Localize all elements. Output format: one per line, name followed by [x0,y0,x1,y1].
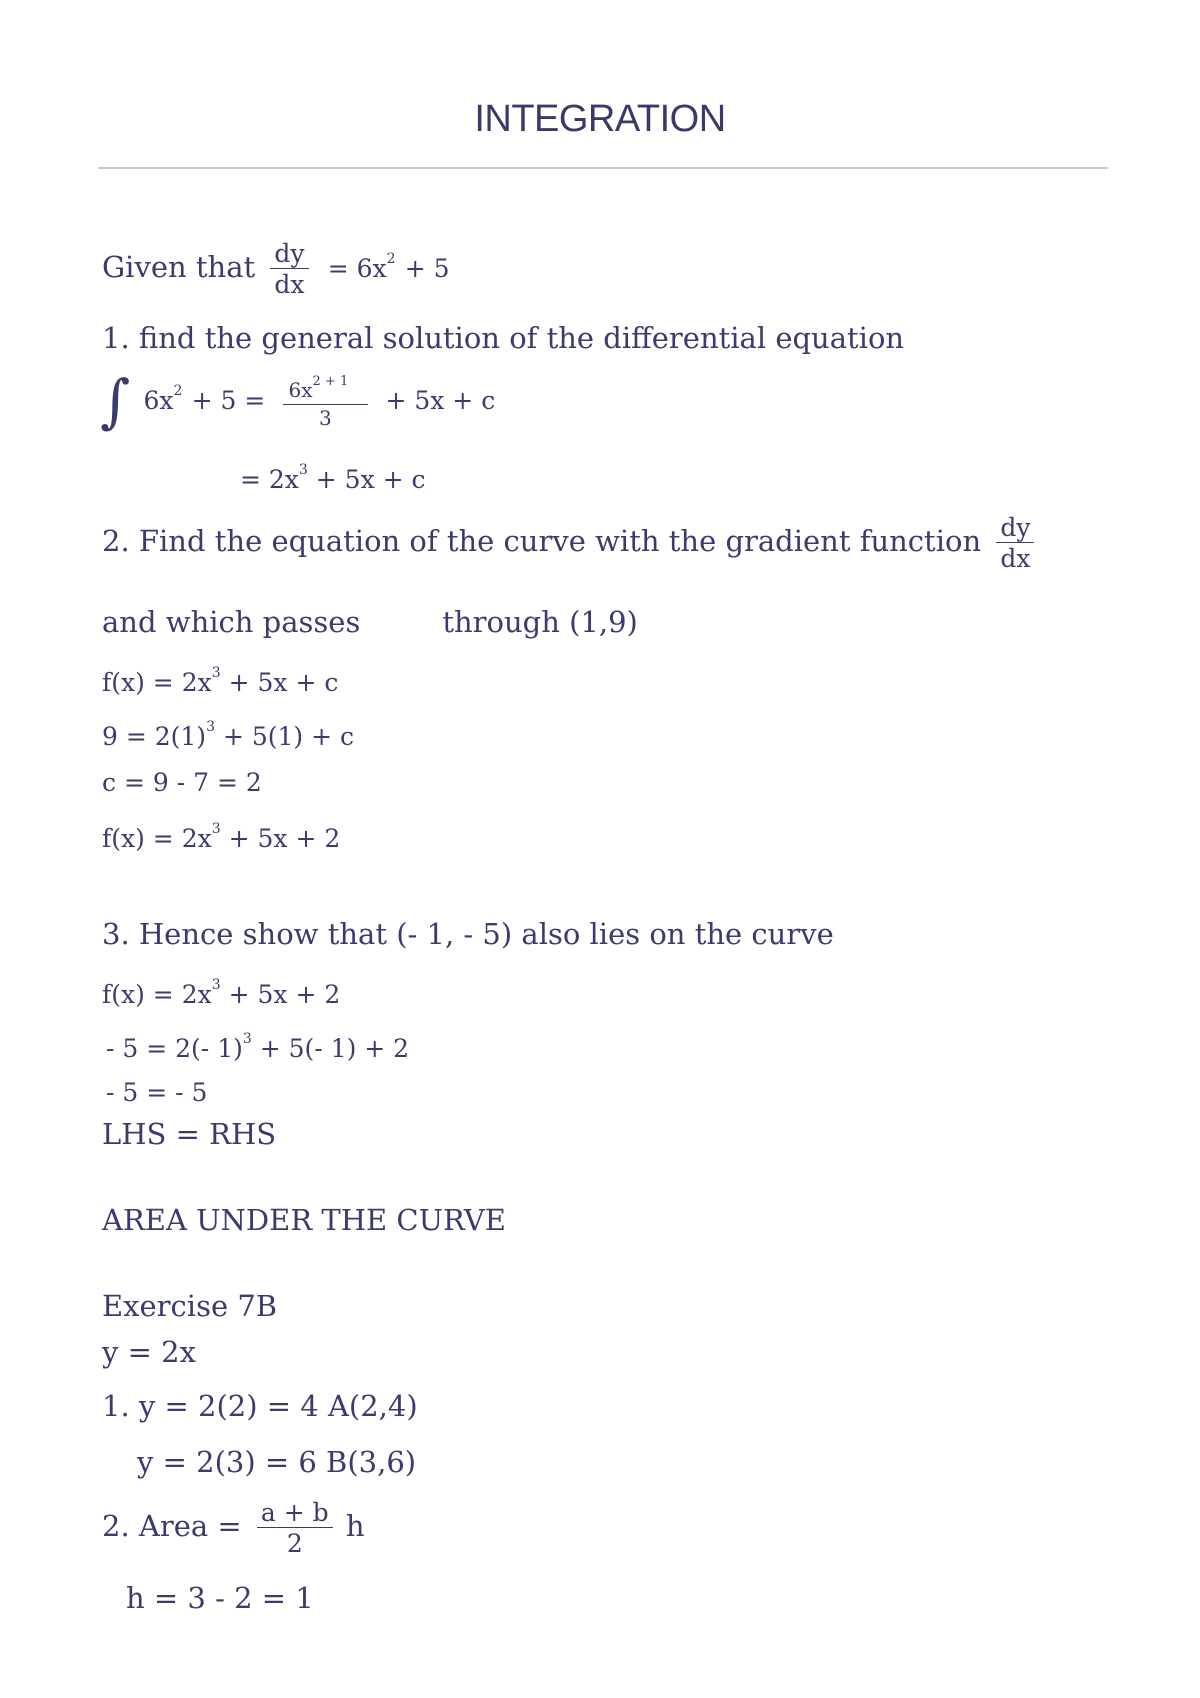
line-equation: y = 2x [102,1335,196,1369]
integral-result: = $2x^3 + 5x + c$ [240,462,426,494]
question-2-continued: and which passes through (1,9) [102,605,638,639]
q2-step-1: $f(x) = 2x^3 + 5x + c$ [102,665,339,697]
q2-step-2: $9 = 2(1)^3 + 5(1) + c$ [102,719,355,751]
area-fraction: $\frac{a + b}{2}$ [257,1500,333,1556]
exercise-label: Exercise 7B [102,1289,278,1323]
title-divider [98,167,1108,169]
gradient-fraction: $\frac{dy}{dx}$ [996,515,1034,571]
q3-step-3: - 5 = - 5 [106,1078,208,1107]
integral-line: ∫ $6x^2 + 5$ = $\frac{6x^{2 + 1}}{3}$ + 5x + c [100,367,496,435]
given-text: Given that [102,250,256,284]
question-3: 3. Hence show that (- 1, - 5) also lies on the curve [102,917,834,951]
q3-step-2: - 5 = 2(- 1)$^3$ + 5(- 1) + 2 [106,1031,410,1063]
q3-step-1: $f(x) = 2x^3 + 5x + 2$ [102,977,341,1009]
q2-step-3: c = 9 - 7 = 2 [102,768,262,797]
area-step-2: 2. Area = $\frac{a + b}{2}$ h [102,1498,365,1558]
section-heading: AREA UNDER THE CURVE [102,1203,506,1237]
q2-step-4: $f(x) = 2x^3 + 5x + 2$ [102,821,341,853]
question-2: 2. Find the equation of the curve with the gradient function $\frac{dy}{dx}$ [102,515,1034,571]
dydx-fraction: $\frac{dy}{dx}$ [270,241,308,297]
area-step-3: h = 3 - 2 = 1 [126,1581,314,1615]
area-step-1a: 1. y = 2(2) = 4 A(2,4) [102,1389,418,1423]
integral-symbol: ∫ [100,367,131,435]
question-1: 1. find the general solution of the differential equation [102,321,905,355]
area-step-1b: y = 2(3) = 6 B(3,6) [137,1445,417,1479]
page-title: INTEGRATION [474,98,726,140]
integral-fraction: $\frac{6x^{2 + 1}}{3}$ [283,375,369,428]
given-line: Given that $\frac{dy}{dx}$ = $6x^2 + 5$ [102,239,450,299]
q3-step-4: LHS = RHS [102,1117,277,1151]
